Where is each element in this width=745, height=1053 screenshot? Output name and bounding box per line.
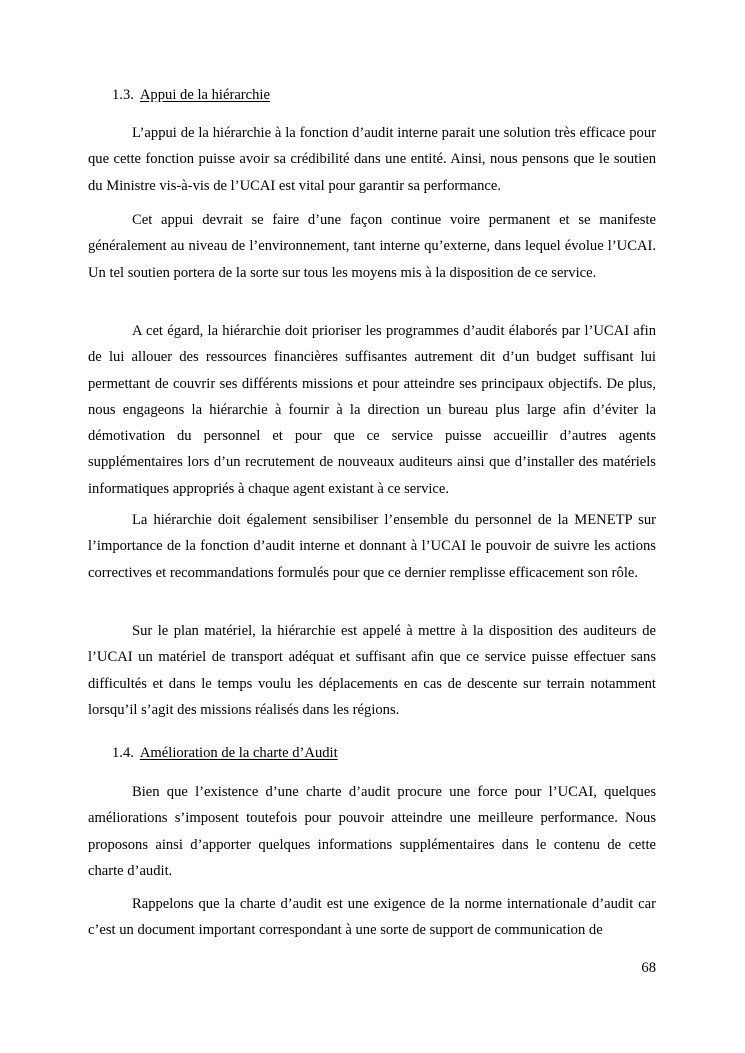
paragraph: La hiérarchie doit également sensibiliser l’ensemble du personnel de la MENETP sur l’importance de la fonction d’audit interne et donnant à l’UCAI le pouvoir de suivre les actions correctives et recommandations formulés pour que ce dernier remplisse efficacement son rôle. bbox=[88, 512, 656, 581]
section-number: 1.3. bbox=[112, 87, 134, 103]
paragraph: Cet appui devrait se faire d’une façon continue voire permanent et se manifeste généralement au niveau de l’environnement, tant interne qu’externe, dans lequel évolue l’UCAI. Un tel soutien portera de la sorte sur tous les moyens mis à la disposition de ce service. bbox=[88, 212, 656, 281]
paragraph: A cet égard, la hiérarchie doit prioriser les programmes d’audit élaborés par l’UCAI afin de lui allouer des ressources financières suffisantes autrement dit d’un budget suffisant lui permettant de couvrir ses différents missions et pour atteindre ses principaux objectifs. De plus, nous engageons la hiérarchie à fournir à la direction un bureau plus large afin d’éviter la démotivation du personnel et pour que ce service puisse accueillir d’autres agents supplémentaires lors d’un recrutement de nouveaux auditeurs ainsi que d’installer des matériels informatiques appropriés à chaque agent existant à ce service. bbox=[88, 323, 656, 497]
paragraph: Rappelons que la charte d’audit est une exigence de la norme internationale d’audit car c’est un document important correspondant à une sorte de support de communication de bbox=[88, 896, 656, 939]
section-title: Amélioration de la charte d’Audit bbox=[139, 745, 338, 761]
page-number: 68 bbox=[641, 960, 656, 976]
paragraph: Bien que l’existence d’une charte d’audit procure une force pour l’UCAI, quelques améliorations s’imposent toutefois pour pouvoir atteindre une meilleure performance. Nous proposons ainsi d’apporter quelques informations supplémentaires dans le contenu de cette charte d’audit. bbox=[88, 784, 656, 879]
section-heading-1-4 bbox=[112, 743, 338, 763]
section-heading-1-3 bbox=[112, 85, 270, 105]
paragraph: L’appui de la hiérarchie à la fonction d’audit interne parait une solution très efficace pour que cette fonction puisse avoir sa crédibilité dans une entité. Ainsi, nous pensons que le soutien du Ministre vis-à-vis de l’UCAI est vital pour garantir sa performance. bbox=[88, 125, 656, 194]
paragraph: Sur le plan matériel, la hiérarchie est appelé à mettre à la disposition des auditeurs de l’UCAI un matériel de transport adéquat et suffisant afin que ce service puisse effectuer sans difficultés et dans le temps voulu les déplacements en cas de descente sur terrain notamment lorsqu’il s’agit des missions réalisés dans les régions. bbox=[88, 623, 656, 718]
section-title: Appui de la hiérarchie bbox=[139, 87, 270, 103]
section-number: 1.4. bbox=[112, 745, 134, 761]
